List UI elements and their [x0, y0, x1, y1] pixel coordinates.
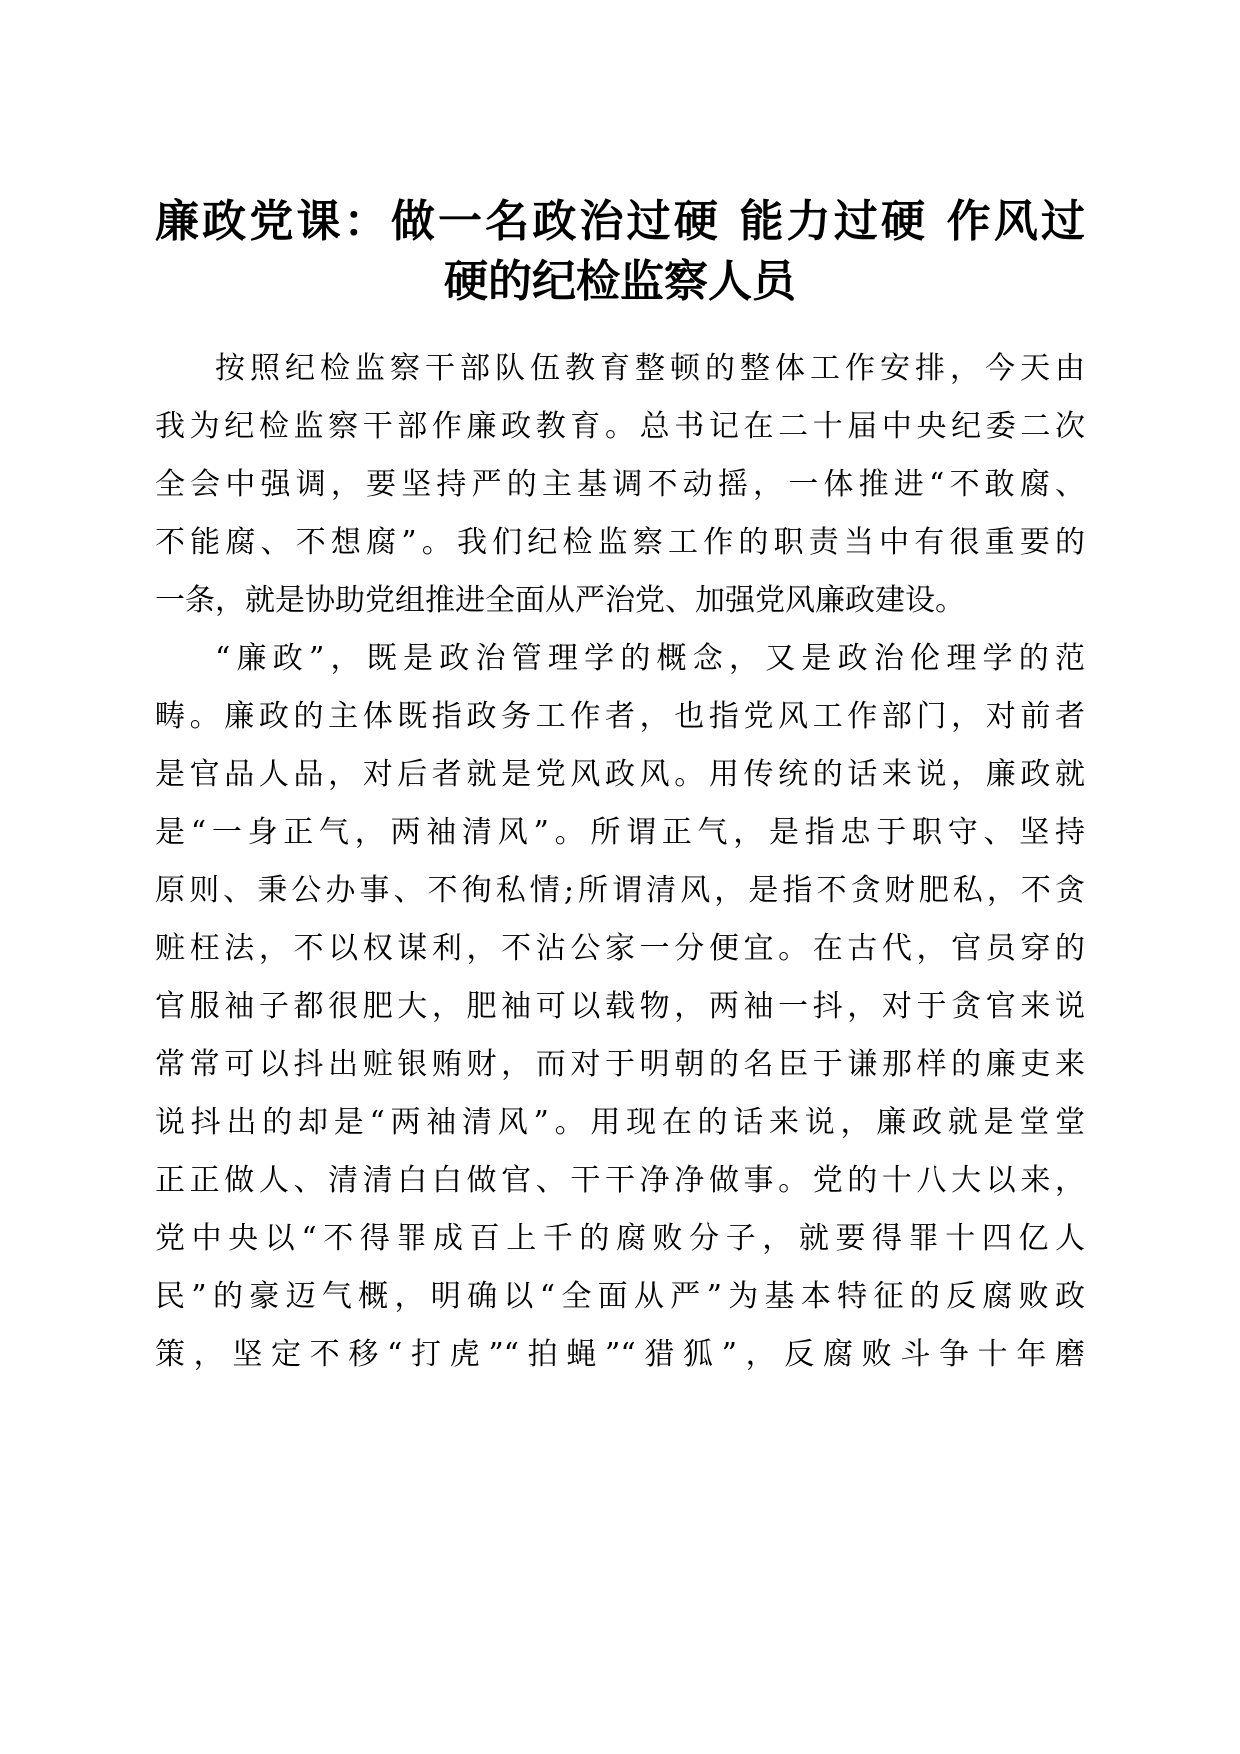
text-line: 是“一身正气，两袖清风”。所谓正气，是指忠于职守、坚持 [155, 815, 1085, 850]
text-line: 原则、秉公办事、不徇私情;所谓清风，是指不贪财肥私，不贪 [155, 873, 1085, 908]
text-line: 全会中强调，要坚持严的主基调不动摇，一体推进“不敢腐、 [155, 467, 1085, 502]
text-line: 官服袖子都很肥大，肥袖可以载物，两袖一抖，对于贪官来说 [155, 989, 1085, 1024]
text-line: 是官品人品，对后者就是党风政风。用传统的话来说，廉政就 [155, 757, 1085, 792]
paragraph-2 [155, 630, 1085, 1384]
text-line: 按照纪检监察干部队伍教育整顿的整体工作安排，今天由 [215, 351, 1085, 386]
text-line: 民”的豪迈气概，明确以“全面从严”为基本特征的反腐败政 [155, 1279, 1085, 1314]
document-title-line-1: 廉政党课：做一名政治过硬 能力过硬 作风过 [155, 196, 1085, 247]
text-line: 不能腐、不想腐”。我们纪检监察工作的职责当中有很重要的 [155, 525, 1085, 560]
document-body [155, 340, 1085, 1384]
paragraph-1 [155, 340, 1085, 630]
text-line: 畴。廉政的主体既指政务工作者，也指党风工作部门，对前者 [155, 699, 1085, 734]
text-line: 党中央以“不得罪成百上千的腐败分子，就要得罪十四亿人 [155, 1221, 1085, 1256]
text-line: 正正做人、清清白白做官、干干净净做事。党的十八大以来， [155, 1163, 1085, 1198]
text-line: 赃枉法，不以权谋利，不沾公家一分便宜。在古代，官员穿的 [155, 931, 1085, 966]
text-line: 我为纪检监察干部作廉政教育。总书记在二十届中央纪委二次 [155, 409, 1085, 444]
text-line: 说抖出的却是“两袖清风”。用现在的话来说，廉政就是堂堂 [155, 1105, 1085, 1140]
document-title-line-2: 硬的纪检监察人员 [444, 256, 796, 307]
text-line: 策，坚定不移“打虎”“拍蝇”“猎狐”，反腐败斗争十年磨 [155, 1337, 1085, 1372]
text-line: 一条，就是协助党组推进全面从严治党、加强党风廉政建设。 [155, 583, 965, 618]
text-line: “廉政”，既是政治管理学的概念，又是政治伦理学的范 [215, 641, 1085, 676]
text-line: 常常可以抖出赃银贿财，而对于明朝的名臣于谦那样的廉吏来 [155, 1047, 1085, 1082]
